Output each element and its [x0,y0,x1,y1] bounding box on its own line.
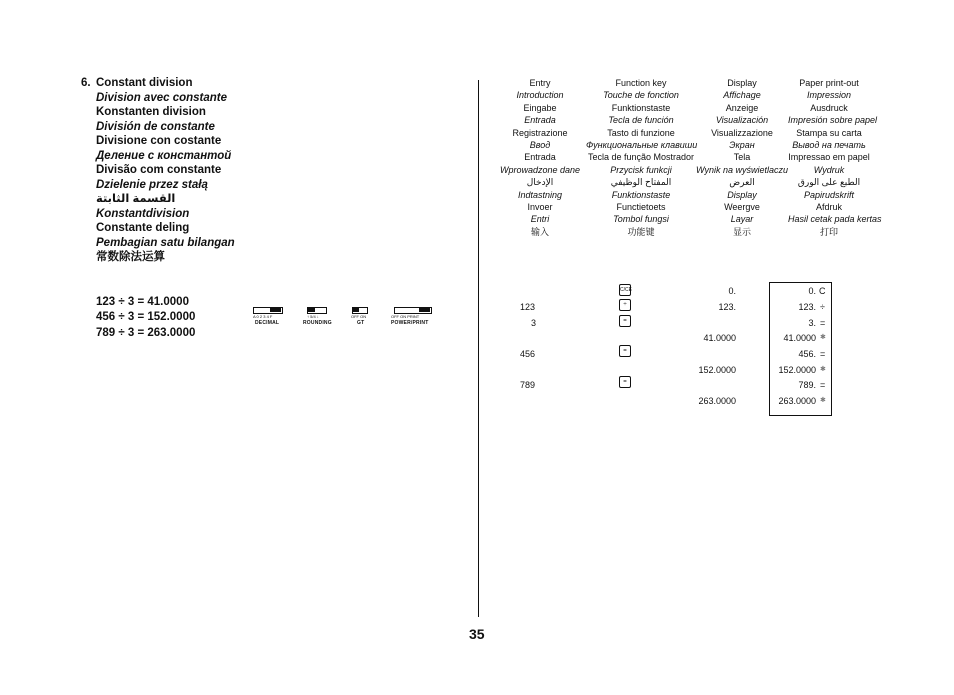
header-row [494,151,870,163]
header-function-key: Tombol fungsi [613,214,669,225]
header-entry: Indtastning [517,189,563,200]
header-entry: Ввод [529,140,551,151]
header-row [494,164,870,176]
display-value: 41.0000 [703,333,736,343]
page-number: 35 [469,626,485,642]
paper-value: 456. [798,349,816,359]
header-paper: Wydruk [813,164,845,175]
header-paper: Papirudskrift [803,189,855,200]
header-paper: Ausdruck [810,102,848,113]
header-paper: Вывод на печать [792,140,866,151]
header-function-key: المفتاح الوظيفي [610,177,672,188]
entry-value: 3 [531,318,537,328]
paper-value: 789. [798,380,816,390]
header-function-key: Tecla de função Mostrador [587,152,695,163]
decimal-switch-label: DECIMAL [255,320,280,326]
header-entry: Entrada [524,152,556,163]
equation-1: 123 ÷ 3 = 41.0000 [96,296,189,308]
rounding-switch-ticks: ↑ 5/4 ↓ [307,314,319,319]
header-entry: Registrazione [512,127,568,138]
header-entry: Eingabe [523,102,557,113]
paper-value: 123. [798,302,816,312]
paper-symbol: = [820,318,826,328]
section-title-row [81,76,235,91]
section-title-pl: Dzielenie przez stałą [96,178,208,191]
header-function-key: Function key [615,78,667,88]
header-function-key: Funktionstaste [611,189,671,200]
section-title-id: Pembagian satu bilangan [96,236,235,249]
section-title-es: División de constante [96,120,215,133]
header-display: Visualizzazione [711,127,773,138]
header-entry: Entry [529,78,551,88]
header-display: Display [727,78,757,88]
display-value: 0. [728,286,736,296]
header-display: Affichage [723,90,761,101]
header-function-key: Tasto di funzione [607,127,675,138]
header-row [494,176,870,188]
entry-value: 789 [520,380,536,390]
header-display: العرض [729,177,755,188]
section-title-it: Divisione con costante [96,135,222,147]
section-title-ru: Деление с константой [96,149,232,162]
equals-key-icon: = [619,376,631,388]
paper-value: 152.0000 [778,365,816,375]
header-entry: Entri [530,214,550,225]
decimal-switch-knob [270,307,281,312]
header-display: Display [727,189,757,200]
gt-switch-label: GT [357,320,365,326]
power-print-switch-ticks: OFF ON PRINT [391,314,420,319]
header-row [494,226,870,238]
header-row [494,127,870,139]
section-title-de: Konstanten division [96,106,206,118]
section-number: 6. [81,77,91,89]
header-row [494,213,882,225]
clear-entry-key-icon: C/CE [619,284,631,296]
header-row [494,201,870,213]
header-row [494,114,878,126]
paper-symbol: = [820,349,826,359]
header-display: Layar [730,214,754,225]
header-paper: Impressao em papel [788,152,870,163]
power-print-switch-label: POWER/PRINT [391,320,429,326]
header-table [494,77,882,238]
header-display: Экран [729,140,755,151]
header-display: Visualización [715,115,769,126]
paper-value: 3. [808,318,816,328]
header-entry: Invoer [527,202,553,213]
header-paper: Paper print-out [799,78,859,88]
header-paper: Hasil cetak pada kertas [788,214,882,225]
header-row [494,139,870,151]
display-value: 123. [718,302,736,312]
header-entry: 输入 [530,226,549,237]
divide-key-icon: ÷ [619,299,631,311]
section-title: Constant division [96,77,193,89]
gt-switch-knob [352,307,359,312]
header-row [494,102,870,114]
section-title-nl: Constante deling [96,222,190,234]
header-paper: Impresión sobre papel [788,115,878,126]
paper-symbol: ÷ [820,302,825,312]
paper-value: 263.0000 [778,396,816,406]
header-display: Tela [733,152,751,163]
paper-symbol: ✱ [820,366,826,373]
header-display: 显示 [732,226,751,237]
equation-2: 456 ÷ 3 = 152.0000 [96,311,196,323]
header-entry: Entrada [524,115,556,126]
header-row [494,77,870,89]
entry-value: 123 [520,302,536,312]
header-paper: Afdruk [815,202,842,213]
power-print-switch-knob [419,307,430,312]
paper-value: 0. [808,286,816,296]
section-title-da: Konstantdivision [96,207,190,220]
header-function-key: Functietoets [616,202,666,213]
header-paper: 打印 [819,226,838,237]
header-display: Weergve [724,202,760,213]
paper-symbol: ✱ [820,334,826,341]
decimal-switch-ticks: A 0 2 3 4 F [253,314,273,319]
section-title-fr: Division avec constante [96,91,228,104]
section-title-ar: القسمة الثابتة [96,193,176,205]
header-row [494,89,870,101]
paper-symbol: = [820,380,826,390]
gt-switch-ticks: OFF ON [351,314,367,319]
header-entry: Introduction [516,90,564,101]
rounding-switch-knob [308,307,315,312]
rounding-switch-label: ROUNDING [303,320,332,326]
display-value: 263.0000 [698,396,736,406]
header-paper: Stampa su carta [796,127,862,138]
paper-value: 41.0000 [783,333,816,343]
paper-symbol: C [819,286,826,296]
header-display: Wynik na wyświetlaczu [696,164,789,175]
column-divider [478,80,479,617]
header-row [494,189,870,201]
header-function-key: Функциональные клавиши [586,140,698,151]
equals-key-icon: = [619,315,631,327]
header-function-key: Touche de fonction [603,90,679,101]
header-display: Anzeige [725,102,759,113]
header-paper: Impression [806,90,851,101]
header-function-key: 功能键 [627,226,655,237]
section-title-pt: Divisão com constante [96,164,222,176]
header-entry: الإدخال [526,177,554,188]
header-function-key: Tecla de función [608,115,674,126]
header-function-key: Funktionstaste [611,102,671,113]
header-entry: Wprowadzone dane [499,164,581,175]
header-function-key: Przycisk funkcji [610,164,672,175]
section-title-zh: 常数除法运算 [96,251,165,263]
display-value: 152.0000 [698,365,736,375]
equation-3: 789 ÷ 3 = 263.0000 [96,327,196,339]
header-paper: الطبع على الورق [797,177,861,188]
equals-key-icon: = [619,345,631,357]
section-title-block [81,76,235,265]
paper-symbol: ✱ [820,397,826,404]
entry-value: 456 [520,349,536,359]
